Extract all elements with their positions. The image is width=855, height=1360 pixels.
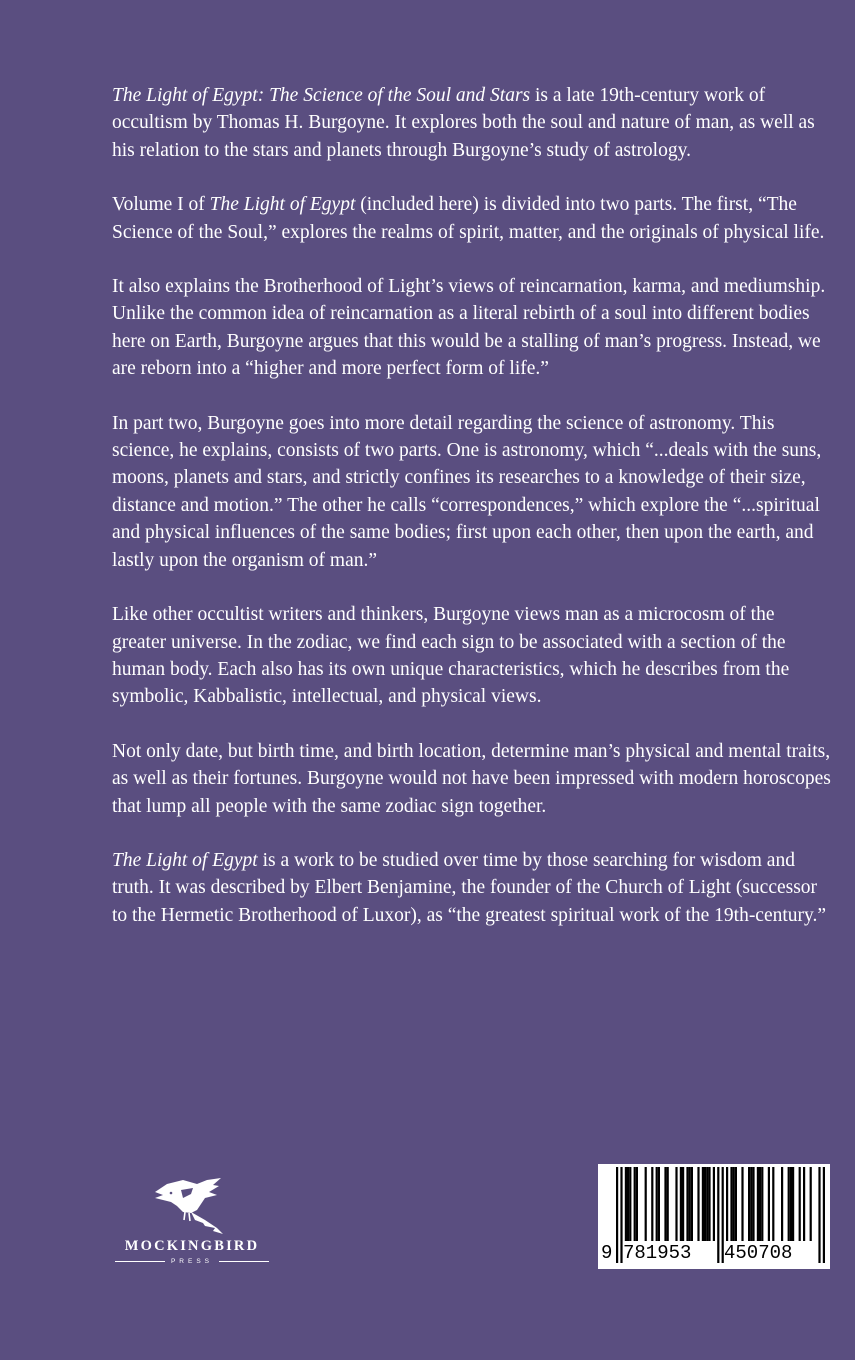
barcode-bar xyxy=(730,1167,732,1241)
barcode-bar xyxy=(658,1167,660,1241)
publisher-sub-label: PRESS xyxy=(170,1258,214,1265)
divider-left xyxy=(115,1261,165,1262)
divider-right xyxy=(219,1261,269,1262)
book-title-italic: The Light of Egypt xyxy=(112,849,258,871)
barcode-bar xyxy=(792,1167,794,1241)
barcode-bar xyxy=(702,1167,704,1241)
barcode-bar xyxy=(750,1167,752,1241)
barcode-guard-bar xyxy=(616,1167,618,1263)
barcode-bar xyxy=(735,1167,737,1241)
barcode-group-2: 450708 xyxy=(724,1242,793,1264)
barcode-bar xyxy=(689,1167,691,1241)
barcode-bar xyxy=(788,1167,790,1241)
barcode-bar xyxy=(768,1167,770,1241)
barcode-bar xyxy=(803,1167,805,1241)
barcode-bar xyxy=(656,1167,658,1241)
barcode-bar xyxy=(761,1167,763,1241)
barcode-bar xyxy=(682,1167,684,1241)
publisher-logo xyxy=(108,1176,276,1265)
paragraph-2: Volume I of The Light of Egypt (included here) is divided into two parts. The first, “The Science of the Soul,” explores the realms of spirit, matter, and the originals of physical life. xyxy=(112,194,825,243)
barcode-bar xyxy=(759,1167,761,1241)
barcode-bar xyxy=(799,1167,801,1241)
barcode-bar xyxy=(704,1167,706,1241)
barcode-bar xyxy=(781,1167,783,1241)
barcode-bar xyxy=(627,1167,629,1241)
barcode-guard-bar xyxy=(818,1167,820,1263)
mockingbird-icon xyxy=(151,1176,233,1236)
barcode-bar xyxy=(625,1167,627,1241)
barcode-bar xyxy=(708,1167,710,1241)
barcode-bar xyxy=(691,1167,693,1241)
barcode-bar xyxy=(772,1167,774,1241)
barcode-bar xyxy=(667,1167,669,1241)
barcode-group-1: 781953 xyxy=(623,1242,692,1264)
barcode-bar xyxy=(752,1167,754,1241)
barcode-prefix: 9 xyxy=(601,1242,613,1264)
book-title-italic: The Light of Egypt xyxy=(209,194,356,216)
barcode-bar xyxy=(686,1167,688,1241)
barcode-bar xyxy=(651,1167,653,1241)
barcode-bar xyxy=(645,1167,647,1241)
barcode-bar xyxy=(706,1167,708,1241)
paragraph-3: It also explains the Brotherhood of Light’s views of reincarnation, karma, and mediumship. Unlike the common idea of reincarnation as a literal rebirth of a soul into different bodies here on Earth, Burgoyne argues that this would be a stalling of man’s progress. Instead, we are reborn into a “higher and more perfect form of life.” xyxy=(112,276,826,380)
barcode-bar xyxy=(636,1167,638,1241)
barcode-bar xyxy=(748,1167,750,1241)
paragraph-7: The Light of Egypt is a work to be studied over time by those searching for wisdom and truth. It was described by Elbert Benjamine, the founder of the Church of Light (successor to the Hermetic Brotherhood of Luxor), as “the greatest spiritual work of the 19th-century.” xyxy=(112,849,827,926)
barcode-bar xyxy=(726,1167,728,1241)
isbn-barcode xyxy=(598,1164,830,1269)
barcode-bar xyxy=(713,1167,715,1241)
barcode-bar xyxy=(733,1167,735,1241)
paragraph-6: Not only date, but birth time, and birth location, determine man’s physical and mental traits, as well as their fortunes. Burgoyne would not have been impressed with modern horoscopes that lump all people with the same zodiac sign together. xyxy=(112,740,831,817)
barcode-bar xyxy=(757,1167,759,1241)
barcode-guard-bar xyxy=(717,1167,719,1263)
barcode-bar xyxy=(664,1167,666,1241)
barcode-bar xyxy=(810,1167,812,1241)
barcode-guard-bar xyxy=(823,1167,825,1263)
barcode-bar xyxy=(680,1167,682,1241)
paragraph-1: The Light of Egypt: The Science of the Soul and Stars is a late 19th-century work of occultism by Thomas H. Burgoyne. It explores both the soul and nature of man, as well as his relation to the stars and planets through Burgoyne’s study of astrology. xyxy=(112,85,815,161)
publisher-name: MOCKINGBIRD xyxy=(124,1238,260,1254)
barcode-bar xyxy=(697,1167,699,1241)
barcode-bar xyxy=(629,1167,631,1241)
publisher-sub xyxy=(108,1258,276,1265)
paragraph-5: Like other occultist writers and thinkers, Burgoyne views man as a microcosm of the greater universe. In the zodiac, we find each sign to be associated with a section of the human body. Each also has its own unique characteristics, which he describes from the symbolic, Kabbalistic, intellectual, and physical views. xyxy=(112,604,790,708)
description-text xyxy=(112,82,832,956)
barcode-bar xyxy=(634,1167,636,1241)
barcode-bar xyxy=(741,1167,743,1241)
paragraph-4: In part two, Burgoyne goes into more detail regarding the science of astronomy. This science, he explains, consists of two parts. One is astronomy, which “...deals with the suns, moons, planets and stars, and strictly confines its researches to a knowledge of their size, distance and motion.” The other he calls “correspondences,” which explore the “...spiritual and physical influences of the same bodies; first upon each other, then upon the earth, and lastly upon the organism of man.” xyxy=(112,412,822,571)
book-title-italic: The Light of Egypt: The Science of the Soul and Stars xyxy=(112,85,531,106)
barcode-bar xyxy=(675,1167,677,1241)
barcode-bar xyxy=(790,1167,792,1241)
